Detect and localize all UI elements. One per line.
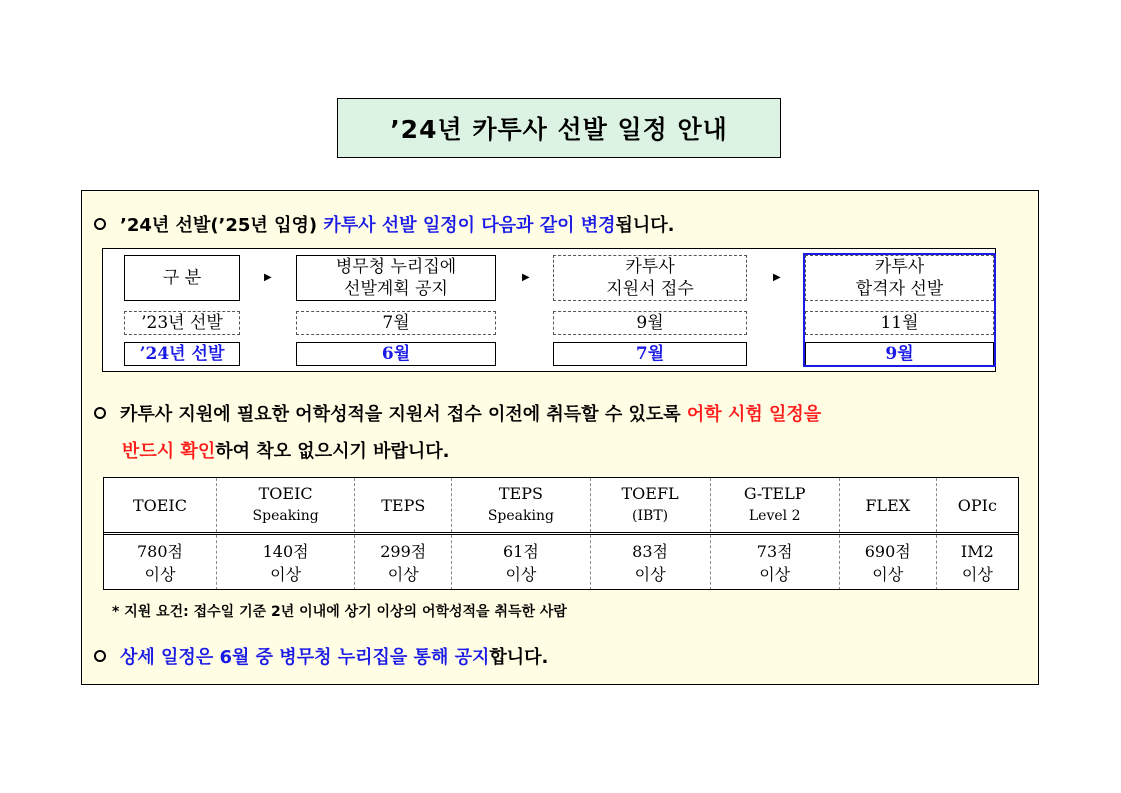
bullet3-highlight: 상세 일정은 6월 중 병무청 누리집을 통해 공지 [120, 647, 490, 668]
table-cell: 690점 이상 [839, 534, 936, 591]
bullet-detail-schedule [94, 643, 548, 669]
circle-bullet-icon [94, 407, 106, 419]
arrow-right-icon: ▶ [522, 272, 530, 283]
score-requirements-table [104, 478, 1018, 590]
bullet2-line1-prefix: 카투사 지원에 필요한 어학성적을 지원서 접수 이전에 취득할 수 있도록 [120, 404, 687, 425]
table-cell: 61점 이상 [452, 534, 590, 591]
row-2023-selection: 11월 [805, 311, 994, 335]
bullet2-line2-highlight: 반드시 확인 [122, 441, 216, 462]
table-cell: 299점 이상 [355, 534, 452, 591]
table-cell: 140점 이상 [216, 534, 354, 591]
bullet-schedule-change [94, 211, 675, 237]
table-cell: 73점 이상 [710, 534, 839, 591]
row-2024-selection: 9월 [805, 342, 994, 366]
schedule-panel [102, 248, 996, 372]
page-title-text: ’24년 카투사 선발 일정 안내 [390, 115, 728, 144]
requirement-note: * 지원 요건: 접수일 기준 2년 이내에 상기 이상의 어학성적을 취득한 사람 [112, 604, 567, 620]
table-header-cell: FLEX [839, 478, 936, 534]
bullet2-line2-suffix: 하여 착오 없으시기 바랍니다. [215, 441, 450, 462]
row-label-2023: ’23년 선발 [124, 311, 240, 335]
bullet3-suffix: 합니다. [489, 647, 549, 668]
table-header-cell: G-TELP Level 2 [710, 478, 839, 534]
bullet-language-score [94, 400, 821, 426]
row-label-2024: ’24년 선발 [124, 342, 240, 366]
table-header-cell: TEPS Speaking [452, 478, 590, 534]
table-cell: IM2 이상 [936, 534, 1018, 591]
circle-bullet-icon [94, 650, 106, 662]
table-header-cell: TOEFL (IBT) [590, 478, 710, 534]
schedule-step-notice: 병무청 누리집에 선발계획 공지 [296, 255, 496, 301]
schedule-header-label: 구 분 [124, 255, 240, 301]
table-header-cell: TOEIC Speaking [216, 478, 354, 534]
circle-bullet-icon [94, 218, 106, 230]
row-2023-application: 9월 [553, 311, 747, 335]
row-2024-application: 7월 [553, 342, 747, 366]
table-row [104, 534, 1018, 591]
table-cell: 83점 이상 [590, 534, 710, 591]
table-header-cell: OPIc [936, 478, 1018, 534]
schedule-step-application: 카투사 지원서 접수 [553, 255, 747, 301]
table-cell: 780점 이상 [136, 541, 183, 584]
schedule-step-selection: 카투사 합격자 선발 [805, 255, 994, 301]
bullet1-suffix: 됩니다. [615, 215, 675, 236]
bullet-language-score-line2 [122, 437, 450, 463]
bullet1-prefix: ’24년 선발(’25년 입영) [120, 215, 324, 236]
row-2024-notice: 6월 [296, 342, 496, 366]
table-header-cell: TOEIC [104, 478, 216, 534]
row-2023-notice: 7월 [296, 311, 496, 335]
bullet1-highlight: 카투사 선발 일정이 다음과 같이 변경 [323, 215, 616, 236]
bullet2-line1-highlight: 어학 시험 일정을 [686, 404, 822, 425]
arrow-right-icon: ▶ [264, 272, 272, 283]
arrow-right-icon: ▶ [773, 272, 781, 283]
table-header-row [104, 478, 1018, 534]
notice-panel [81, 190, 1039, 685]
table-header-cell: TEPS [355, 478, 452, 534]
page-title [337, 98, 781, 158]
